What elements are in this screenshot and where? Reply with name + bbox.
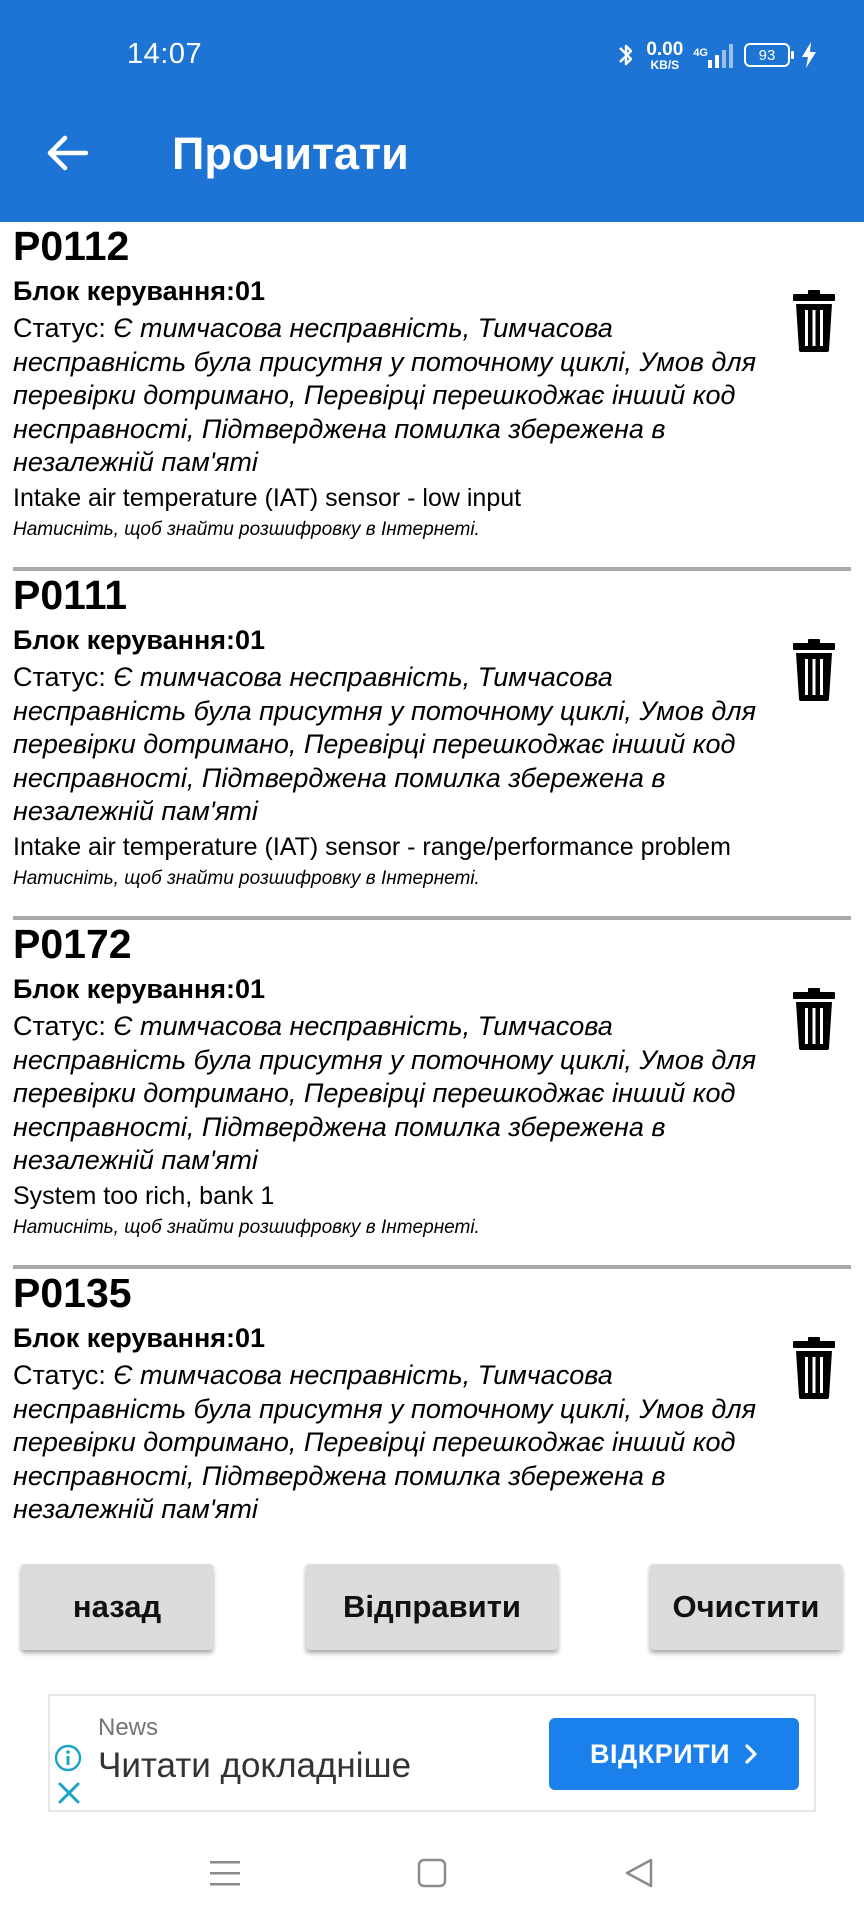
bluetooth-icon bbox=[616, 41, 636, 69]
dtc-code: P0111 bbox=[13, 572, 128, 618]
dtc-module: Блок керування:01 bbox=[13, 974, 266, 1004]
app-bar bbox=[0, 0, 864, 222]
ad-open-label: ВІДКРИТИ bbox=[589, 1738, 731, 1769]
dtc-search-hint[interactable]: Натисніть, щоб знайти розшифровку в Інтернеті. bbox=[13, 868, 480, 889]
status-label: Статус: bbox=[13, 313, 114, 343]
send-button[interactable]: Відправити bbox=[306, 1564, 558, 1650]
net-speed: 0.00 KB/S bbox=[646, 38, 684, 72]
trash-icon[interactable] bbox=[791, 290, 837, 352]
dtc-description: System too rich, bank 1 bbox=[13, 1182, 275, 1210]
network-type: 4G bbox=[693, 47, 708, 59]
dtc-code: P0135 bbox=[13, 1270, 132, 1316]
status-label: Статус: bbox=[13, 1360, 114, 1390]
close-icon[interactable] bbox=[56, 1780, 82, 1806]
back-button[interactable]: назад bbox=[21, 1564, 213, 1650]
dtc-search-hint[interactable]: Натисніть, щоб знайти розшифровку в Інтернеті. bbox=[13, 519, 480, 540]
home-icon[interactable] bbox=[409, 1850, 455, 1896]
dtc-item[interactable] bbox=[13, 222, 851, 571]
status-value: Є тимчасова несправність, Тимчасова несправність була присутня у поточному циклі, Умов для перевірки дотримано, Перевірці перешкоджає інший код несправності, Підтверджена помилка збережена в незалежній пам'яті bbox=[13, 662, 757, 827]
trash-icon[interactable] bbox=[791, 1337, 837, 1399]
charging-icon bbox=[800, 41, 818, 69]
dtc-description: Intake air temperature (IAT) sensor - range/performance problem bbox=[13, 833, 731, 861]
dtc-status bbox=[13, 661, 783, 829]
dtc-code: P0172 bbox=[13, 921, 132, 967]
status-label: Статус: bbox=[13, 1011, 114, 1041]
chevron-right-icon bbox=[744, 1743, 758, 1765]
system-nav-bar bbox=[0, 1838, 864, 1920]
dtc-status bbox=[13, 312, 783, 480]
dtc-item[interactable] bbox=[13, 1269, 851, 1552]
page-title: Прочитати bbox=[172, 128, 409, 179]
dtc-item[interactable] bbox=[13, 571, 851, 920]
signal-icon bbox=[693, 42, 734, 68]
dtc-module: Блок керування:01 bbox=[13, 625, 266, 655]
trash-icon[interactable] bbox=[791, 639, 837, 701]
clear-button[interactable]: Очистити bbox=[650, 1564, 842, 1650]
battery-icon: 93 bbox=[744, 43, 790, 67]
ad-title[interactable]: Читати докладніше bbox=[98, 1746, 412, 1785]
status-icons bbox=[616, 38, 818, 72]
ad-banner[interactable] bbox=[48, 1694, 816, 1812]
ad-open-button[interactable] bbox=[549, 1718, 799, 1790]
dtc-description: Intake air temperature (IAT) sensor - low input bbox=[13, 484, 522, 512]
dtc-status bbox=[13, 1010, 783, 1178]
menu-icon[interactable] bbox=[202, 1850, 248, 1896]
dtc-item[interactable] bbox=[13, 920, 851, 1269]
dtc-list[interactable] bbox=[0, 222, 864, 1552]
dtc-search-hint[interactable]: Натисніть, щоб знайти розшифровку в Інтернеті. bbox=[13, 1217, 480, 1238]
status-time: 14:07 bbox=[127, 38, 203, 70]
trash-icon[interactable] bbox=[791, 988, 837, 1050]
back-triangle-icon[interactable] bbox=[616, 1850, 662, 1896]
status-label: Статус: bbox=[13, 662, 114, 692]
ad-source: News bbox=[98, 1714, 159, 1741]
dtc-status bbox=[13, 1359, 783, 1527]
status-value: Є тимчасова несправність, Тимчасова несправність була присутня у поточному циклі, Умов для перевірки дотримано, Перевірці перешкоджає інший код несправності, Підтверджена помилка збережена в незалежній пам'яті bbox=[13, 313, 757, 478]
status-value: Є тимчасова несправність, Тимчасова несправність була присутня у поточному циклі, Умов для перевірки дотримано, Перевірці перешкоджає інший код несправності, Підтверджена помилка збережена в незалежній пам'яті bbox=[13, 1360, 757, 1525]
back-arrow-icon[interactable] bbox=[42, 128, 92, 178]
dtc-module: Блок керування:01 bbox=[13, 276, 266, 306]
dtc-module: Блок керування:01 bbox=[13, 1323, 266, 1353]
status-value: Є тимчасова несправність, Тимчасова несправність була присутня у поточному циклі, Умов для перевірки дотримано, Перевірці перешкоджає інший код несправності, Підтверджена помилка збережена в незалежній пам'яті bbox=[13, 1011, 757, 1176]
info-icon[interactable] bbox=[54, 1744, 82, 1772]
dtc-code: P0112 bbox=[13, 223, 130, 269]
